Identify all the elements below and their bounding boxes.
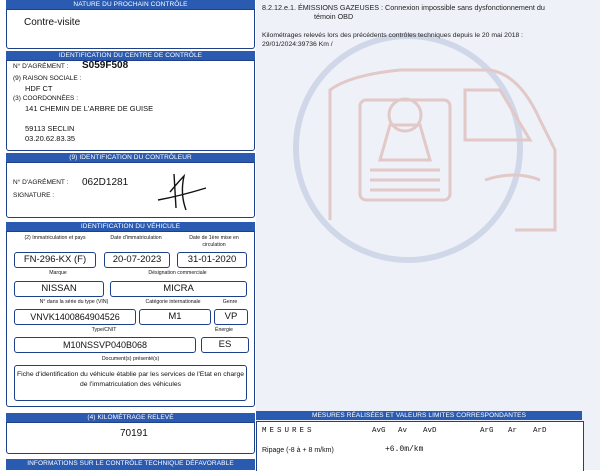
- controleur-header: (9) IDENTIFICATION DU CONTRÔLEUR: [6, 153, 255, 162]
- controleur-box: [6, 162, 255, 218]
- marque-label: Marque: [49, 270, 67, 276]
- marque-value: NISSAN: [14, 281, 104, 297]
- prochain-controle-header: NATURE DU PROCHAIN CONTRÔLE: [6, 0, 255, 9]
- centre-agrement-value: S059F508: [82, 60, 129, 71]
- genre-label: Genre: [222, 299, 238, 305]
- vin-label: N° dans la série du type (VIN): [39, 299, 109, 305]
- energie-value: ES: [201, 337, 249, 353]
- immat-value: FN-296-KX (F): [14, 252, 96, 268]
- prochain-controle-value: Contre-visite: [24, 17, 81, 28]
- previous-km-line-1: Kilométrages relevés lors des précédents contrôles techniques depuis le 20 mai 2018 :: [262, 32, 524, 39]
- previous-km-line-2: 29/01/2024:39736 Km /: [262, 41, 333, 48]
- centre-agrement-label: N° D'AGRÉMENT :: [13, 63, 69, 70]
- defect-line-1: 8.2.12.e.1. ÉMISSIONS GAZEUSES : Connexion impossible sans dysfonctionnement du: [262, 3, 545, 12]
- mesures-col-avd: AvD: [423, 427, 437, 435]
- mesures-title: MESURES: [262, 427, 315, 435]
- footer-header: INFORMATIONS SUR LE CONTRÔLE TECHNIQUE DÉFAVORABLE: [6, 459, 255, 470]
- centre-header: IDENTIFICATION DU CENTRE DE CONTRÔLE: [6, 51, 255, 60]
- raison-sociale-value: HDF CT: [25, 84, 53, 93]
- date-first-value: 31-01-2020: [177, 252, 247, 268]
- kilometrage-value: 70191: [120, 428, 148, 439]
- centre-phone: 03.20.62.83.35: [25, 134, 76, 143]
- centre-address-1: 141 CHEMIN DE L'ARBRE DE GUISE: [25, 104, 154, 113]
- mesures-col-avg: AvG: [372, 427, 386, 435]
- coordonnees-label: (3) COORDONNÉES :: [13, 95, 79, 102]
- signature-label: SIGNATURE :: [13, 192, 55, 199]
- type-cnit-label: Type/CNIT: [91, 327, 117, 333]
- watermark-logo-icon: [290, 30, 570, 270]
- signature-image: [150, 170, 210, 214]
- type-cnit-value: M10NSSVP040B068: [14, 337, 196, 353]
- vin-value: VNVK1400864904526: [14, 309, 136, 325]
- categorie-value: M1: [139, 309, 211, 325]
- kilometrage-header: (4) KILOMÉTRAGE RELEVÉ: [6, 413, 255, 422]
- mesures-col-arg: ArG: [480, 427, 494, 435]
- documents-label: Document(s) présenté(s): [101, 356, 160, 362]
- date-immat-label: Date d'immatriculation: [110, 235, 162, 241]
- ripage-label: Ripage (-8 à + 8 m/km): [262, 447, 334, 454]
- centre-address-2: 59113 SECLIN: [25, 124, 75, 133]
- designation-value: MICRA: [110, 281, 247, 297]
- raison-sociale-label: (9) RAISON SOCIALE :: [13, 75, 82, 82]
- ripage-value: +6.0m/km: [385, 445, 424, 454]
- mesures-header: MESURES RÉALISÉES ET VALEURS LIMITES CORRESPONDANTES: [256, 411, 582, 420]
- vehicule-header: IDENTIFICATION DU VÉHICULE: [6, 222, 255, 231]
- prochain-controle-box: [6, 9, 255, 49]
- date-immat-value: 20-07-2023: [104, 252, 170, 268]
- date-first-label: Date de 1ère mise en circulation: [189, 235, 239, 248]
- mesures-col-ard: ArD: [533, 427, 547, 435]
- mesures-col-ar: Ar: [508, 427, 518, 435]
- controleur-agrement-value: 062D1281: [82, 177, 129, 188]
- defect-line-2: témoin OBD: [314, 12, 354, 21]
- documents-value: Fiche d'identification du véhicule établie par les services de l'Etat en charge de l'immatriculation des véhicules: [14, 365, 247, 401]
- immat-label: (2) Immatriculation et pays: [24, 235, 86, 241]
- controleur-agrement-label: N° D'AGRÉMENT :: [13, 179, 69, 186]
- genre-value: VP: [214, 309, 248, 325]
- categorie-label: Catégorie internationale: [145, 299, 201, 305]
- mesures-col-av: Av: [398, 427, 408, 435]
- energie-label: Énergie: [215, 327, 233, 333]
- designation-label: Désignation commerciale: [148, 270, 207, 276]
